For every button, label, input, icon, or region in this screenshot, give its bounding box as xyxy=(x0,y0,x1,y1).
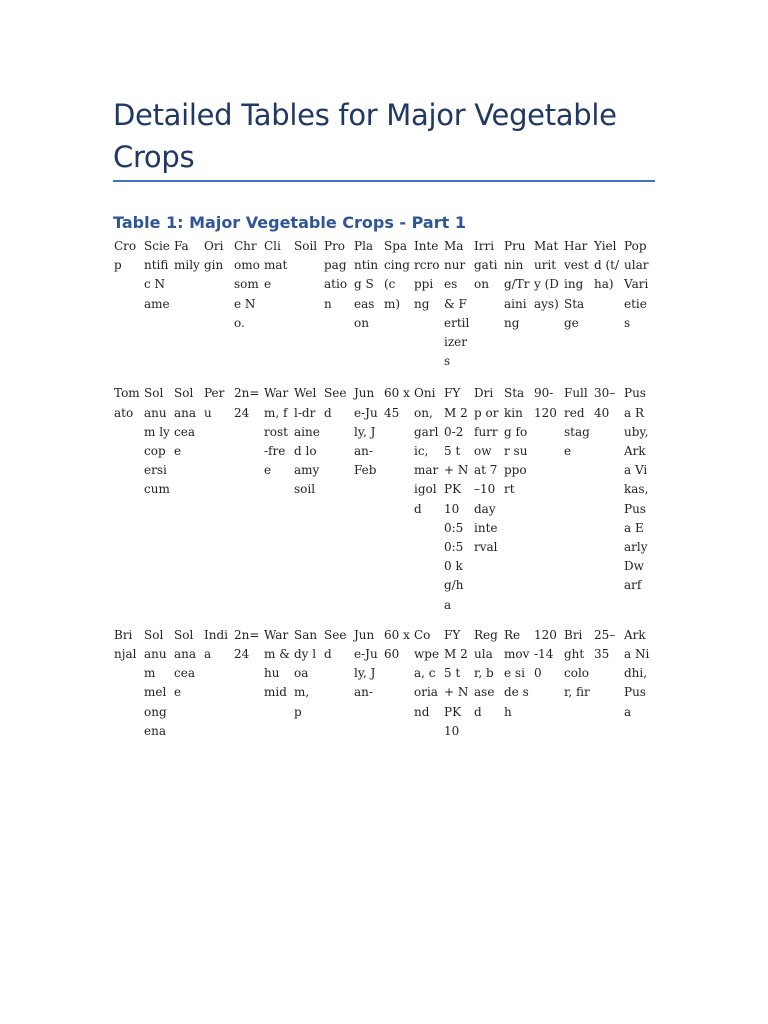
table-cell: 2n=24 xyxy=(234,627,260,662)
table-cell: Drip or furrow at 7–10 day interval xyxy=(474,386,499,555)
header-cell: Scientific Name xyxy=(144,239,170,311)
table-cell: Seed xyxy=(324,627,347,662)
table-cell: 60 x 60 xyxy=(384,627,410,662)
table-cell: June-July, Jan-Feb xyxy=(354,386,378,478)
header-cell: Intercropping xyxy=(414,239,440,311)
document-title: Detailed Tables for Major Vegetable Crops xyxy=(113,98,617,174)
table-cell: 90-120 xyxy=(534,386,557,420)
header-cell: Spacing (cm) xyxy=(384,239,410,311)
table-cell: 25–35 xyxy=(594,627,616,662)
table-cell: Pusa Ruby, Arka Vikas, Pusa Early Dwarf xyxy=(624,386,649,593)
table-cell: India xyxy=(204,627,228,662)
table-cell: Bright color, fir xyxy=(564,627,590,700)
table-cell: Sandy loam, p xyxy=(294,627,318,719)
table-cell: Solanaceae xyxy=(174,627,197,700)
table-cell: 60 x 45 xyxy=(384,386,410,420)
vegetable-crops-table xyxy=(110,237,650,741)
table-caption: Table 1: Major Vegetable Crops - Part 1 xyxy=(113,213,466,232)
header-cell: Popular Varieties xyxy=(624,239,649,330)
table-cell: Seed xyxy=(324,386,347,420)
header-cell: Pruning/Training xyxy=(504,239,530,330)
header-cell: Yield (t/ha) xyxy=(594,239,620,292)
title-divider xyxy=(113,180,655,182)
header-cell: Manures & Fertilizers xyxy=(444,239,470,369)
table-cell: Full red stage xyxy=(564,386,590,459)
table-cell: Brinjal xyxy=(114,627,137,662)
table-row xyxy=(110,626,650,741)
table-cell: 2n=24 xyxy=(234,386,260,420)
table-cell: Solanaceae xyxy=(174,386,197,459)
table-cell: Regular, based xyxy=(474,627,498,719)
table-cell: Remove side sh xyxy=(504,627,530,719)
header-cell: Planting Season xyxy=(354,239,379,330)
header-cell: Maturity (Days) xyxy=(534,239,559,311)
table-cell: 120-140 xyxy=(534,627,557,681)
header-cell: Soil xyxy=(294,239,318,253)
header-cell: Chromosome No. xyxy=(234,239,260,330)
header-cell: Origin xyxy=(204,239,224,273)
table-header-row xyxy=(110,237,650,384)
header-cell: Harvesting Stage xyxy=(564,239,589,330)
table-cell: FYM 25 t + NPK 10 xyxy=(444,627,469,738)
table-cell: Tomato xyxy=(114,386,140,420)
table-cell: Warm, frost-free xyxy=(264,386,289,478)
table-row xyxy=(110,384,650,625)
table-cell: Well-drained loamy soil xyxy=(294,386,320,497)
table-cell: Solanum lycopersicum xyxy=(144,386,170,497)
header-cell: Climate xyxy=(264,239,288,292)
table-cell: June-July, Jan- xyxy=(354,627,378,700)
table-cell: Staking for support xyxy=(504,386,528,497)
table-cell: Peru xyxy=(204,386,225,420)
table-cell: 30–40 xyxy=(594,386,616,420)
header-cell: Crop xyxy=(114,239,137,273)
header-cell: Irrigation xyxy=(474,239,498,292)
table-cell: Warm & humid xyxy=(264,627,290,700)
table-cell: Solanum melongena xyxy=(144,627,167,738)
table-cell: Cowpea, coriand xyxy=(414,627,440,719)
header-cell: Propagation xyxy=(324,239,348,311)
header-cell: Family xyxy=(174,239,200,273)
table-cell: Onion, garlic, marigold xyxy=(414,386,439,516)
table-cell: FYM 20-25 t + NPK 100:50:50 kg/ha xyxy=(444,386,469,612)
table-cell: Arka Nidhi, Pusa xyxy=(624,627,650,719)
